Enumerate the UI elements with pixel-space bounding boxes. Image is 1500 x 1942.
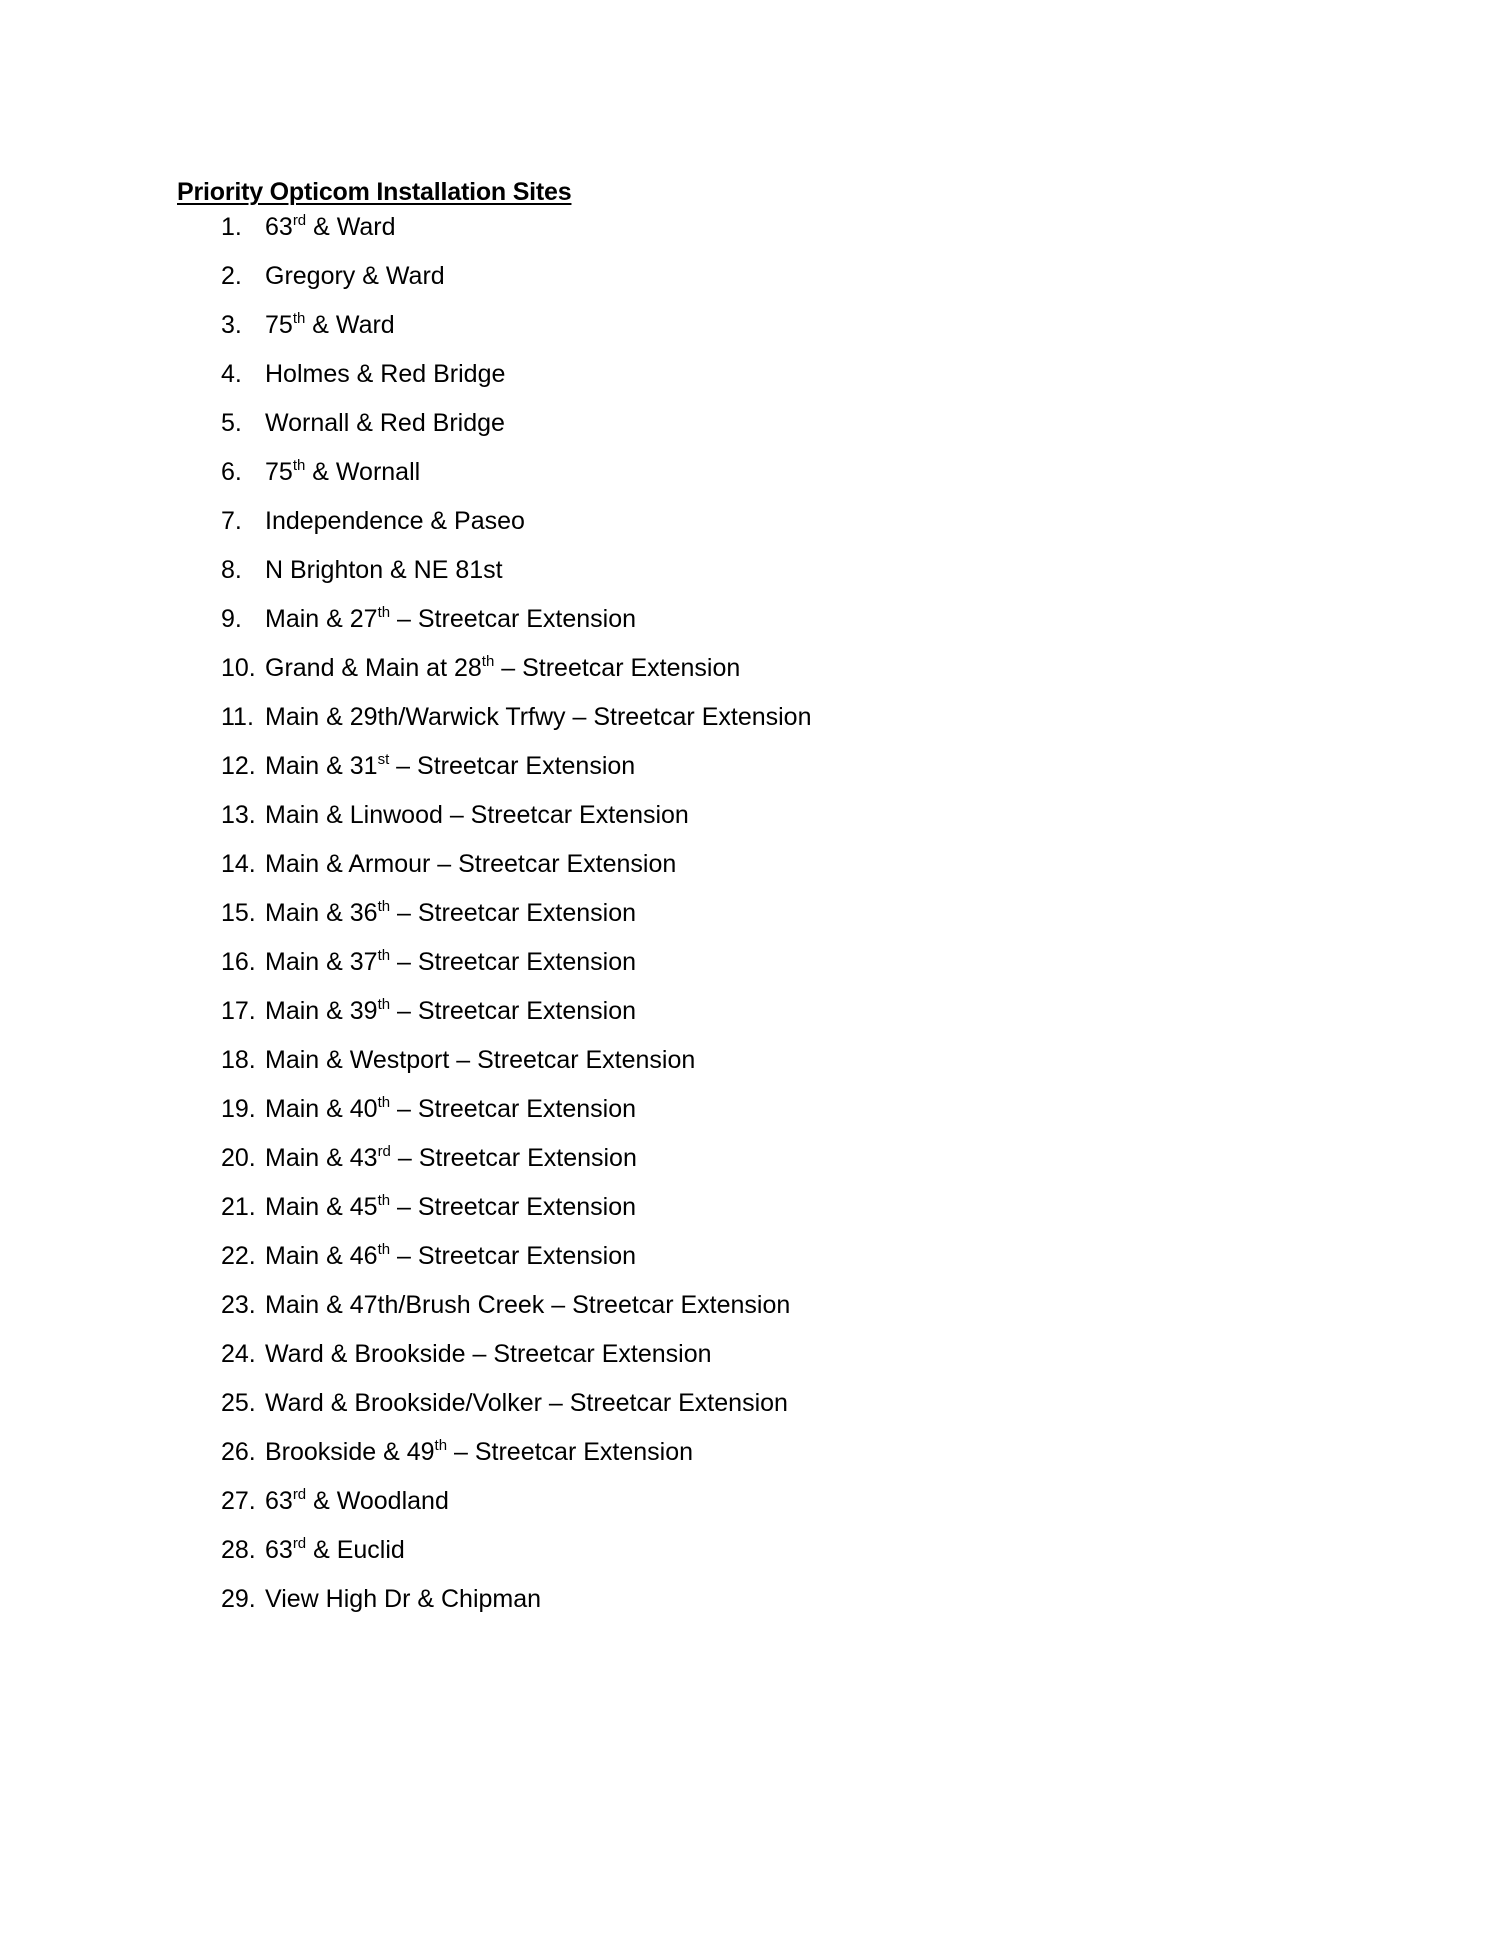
item-number: 1. (221, 213, 242, 241)
item-text: Main & 31st – Streetcar Extension (265, 750, 636, 780)
item-text: 75th & Wornall (265, 456, 421, 486)
item-text: Gregory & Ward (265, 262, 445, 290)
item-text: Main & 37th – Streetcar Extension (265, 946, 637, 976)
item-text: Holmes & Red Bridge (265, 360, 506, 388)
item-number: 8. (221, 556, 242, 584)
item-number: 29. (221, 1585, 256, 1613)
item-number: 10. (221, 654, 256, 682)
item-number: 15. (221, 899, 256, 927)
item-text: Grand & Main at 28th – Streetcar Extension (265, 652, 741, 682)
item-number: 9. (221, 605, 242, 633)
item-number: 27. (221, 1487, 256, 1515)
item-text: Independence & Paseo (265, 507, 525, 535)
item-text: Ward & Brookside/Volker – Streetcar Extension (265, 1389, 788, 1417)
item-number: 4. (221, 360, 242, 388)
item-number: 17. (221, 997, 256, 1025)
item-text: Main & 36th – Streetcar Extension (265, 897, 637, 927)
item-text: N Brighton & NE 81st (265, 556, 503, 584)
item-number: 3. (221, 311, 242, 339)
item-number: 20. (221, 1144, 256, 1172)
item-number: 26. (221, 1438, 256, 1466)
item-number: 6. (221, 458, 242, 486)
item-text: Main & Armour – Streetcar Extension (265, 850, 677, 878)
item-text: 63rd & Woodland (265, 1485, 449, 1515)
item-number: 2. (221, 262, 242, 290)
item-text: Main & 45th – Streetcar Extension (265, 1191, 637, 1221)
item-text: 63rd & Ward (265, 211, 396, 241)
item-number: 22. (221, 1242, 256, 1270)
item-number: 5. (221, 409, 242, 437)
item-text: Main & 40th – Streetcar Extension (265, 1093, 637, 1123)
item-text: Main & 47th/Brush Creek – Streetcar Extension (265, 1291, 791, 1319)
item-text: View High Dr & Chipman (265, 1585, 542, 1613)
item-text: 63rd & Euclid (265, 1534, 405, 1564)
item-text: Main & Westport – Streetcar Extension (265, 1046, 696, 1074)
item-text: Main & Linwood – Streetcar Extension (265, 801, 689, 829)
item-text: Ward & Brookside – Streetcar Extension (265, 1340, 712, 1368)
item-number: 16. (221, 948, 256, 976)
item-number: 23. (221, 1291, 256, 1319)
item-text: 75th & Ward (265, 309, 395, 339)
item-text: Main & 27th – Streetcar Extension (265, 603, 637, 633)
item-number: 12. (221, 752, 256, 780)
item-number: 7. (221, 507, 242, 535)
item-number: 21. (221, 1193, 256, 1221)
item-number: 14. (221, 850, 256, 878)
item-text: Main & 43rd – Streetcar Extension (265, 1142, 637, 1172)
item-number: 25. (221, 1389, 256, 1417)
item-text: Wornall & Red Bridge (265, 409, 505, 437)
item-number: 28. (221, 1536, 256, 1564)
item-text: Brookside & 49th – Streetcar Extension (265, 1436, 694, 1466)
item-number: 19. (221, 1095, 256, 1123)
item-number: 13. (221, 801, 256, 829)
item-text: Main & 29th/Warwick Trfwy – Streetcar Extension (265, 703, 812, 731)
item-text: Main & 39th – Streetcar Extension (265, 995, 637, 1025)
item-number: 24. (221, 1340, 256, 1368)
item-text: Main & 46th – Streetcar Extension (265, 1240, 637, 1270)
page-title: Priority Opticom Installation Sites (177, 178, 572, 206)
item-number: 11. (221, 703, 254, 731)
item-number: 18. (221, 1046, 256, 1074)
